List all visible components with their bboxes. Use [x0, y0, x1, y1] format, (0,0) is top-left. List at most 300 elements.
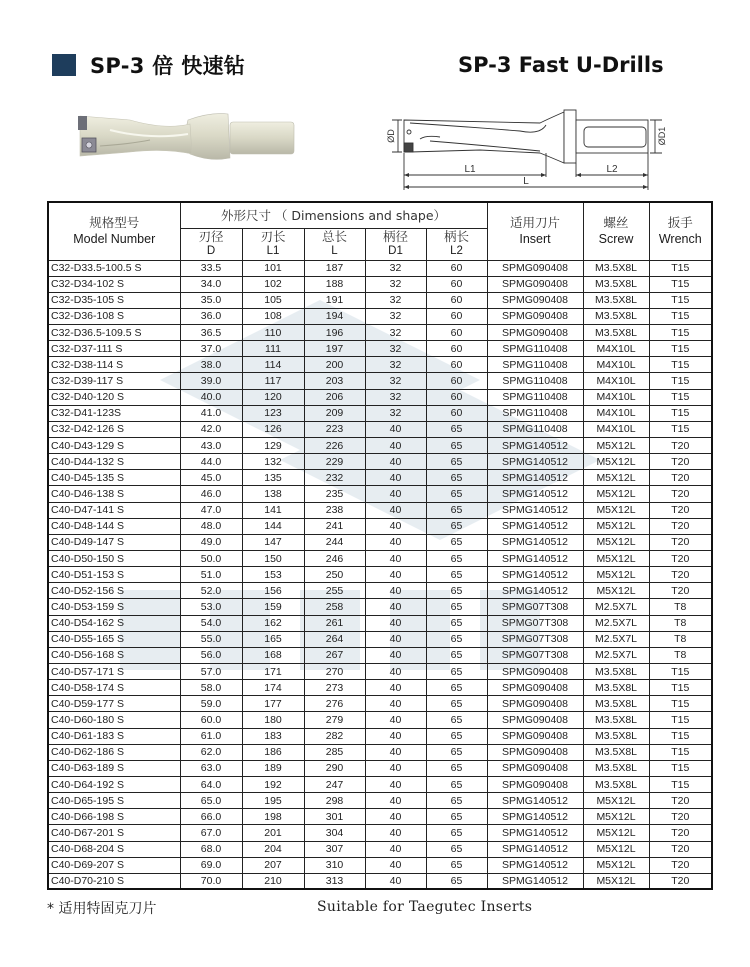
cell-d1: 32 [365, 276, 426, 292]
cell-model: C40-D65-195 S [48, 793, 180, 809]
cell-model: C32-D33.5-100.5 S [48, 260, 180, 276]
table-row [48, 664, 712, 680]
col-header-l-cn: 总长 [321, 229, 347, 244]
cell-d1: 40 [365, 486, 426, 502]
cell-d: 64.0 [180, 777, 242, 793]
cell-d1: 32 [365, 308, 426, 324]
label-l2: L2 [606, 164, 618, 175]
cell-insert: SPMG110408 [487, 405, 583, 421]
cell-l2: 65 [426, 599, 487, 615]
cell-screw: M3.5X8L [583, 276, 649, 292]
cell-l2: 65 [426, 696, 487, 712]
cell-insert: SPMG140512 [487, 470, 583, 486]
cell-wrench: T15 [649, 373, 712, 389]
table-row [48, 551, 712, 567]
cell-insert: SPMG140512 [487, 809, 583, 825]
cell-l2: 65 [426, 647, 487, 663]
cell-l: 273 [304, 680, 365, 696]
cell-insert: SPMG140512 [487, 857, 583, 873]
cell-d1: 32 [365, 389, 426, 405]
cell-l: 188 [304, 276, 365, 292]
cell-l1: 114 [242, 357, 304, 373]
group-header-dimensions [180, 202, 487, 228]
cell-d: 37.0 [180, 341, 242, 357]
cell-d: 45.0 [180, 470, 242, 486]
cell-d1: 40 [365, 712, 426, 728]
cell-l2: 60 [426, 260, 487, 276]
cell-insert: SPMG140512 [487, 486, 583, 502]
cell-screw: M3.5X8L [583, 712, 649, 728]
cell-insert: SPMG140512 [487, 873, 583, 889]
cell-l: 307 [304, 841, 365, 857]
title-accent-square [52, 54, 76, 76]
cell-model: C40-D55-165 S [48, 631, 180, 647]
cell-wrench: T15 [649, 325, 712, 341]
cell-screw: M5X12L [583, 551, 649, 567]
cell-l2: 60 [426, 405, 487, 421]
cell-l: 298 [304, 793, 365, 809]
cell-d1: 40 [365, 744, 426, 760]
cell-d1: 40 [365, 615, 426, 631]
cell-screw: M5X12L [583, 857, 649, 873]
cell-insert: SPMG140512 [487, 841, 583, 857]
cell-l: 229 [304, 454, 365, 470]
cell-d1: 40 [365, 696, 426, 712]
cell-d1: 40 [365, 583, 426, 599]
cell-insert: SPMG090408 [487, 664, 583, 680]
cell-d: 51.0 [180, 567, 242, 583]
cell-l1: 153 [242, 567, 304, 583]
cell-d: 44.0 [180, 454, 242, 470]
cell-l: 191 [304, 292, 365, 308]
cell-screw: M2.5X7L [583, 615, 649, 631]
cell-d1: 40 [365, 664, 426, 680]
cell-screw: M3.5X8L [583, 744, 649, 760]
cell-insert: SPMG140512 [487, 793, 583, 809]
cell-model: C40-D44-132 S [48, 454, 180, 470]
cell-wrench: T20 [649, 502, 712, 518]
cell-d1: 32 [365, 405, 426, 421]
cell-insert: SPMG110408 [487, 389, 583, 405]
cell-screw: M4X10L [583, 405, 649, 421]
cell-l2: 60 [426, 357, 487, 373]
cell-l: 310 [304, 857, 365, 873]
cell-screw: M3.5X8L [583, 680, 649, 696]
cell-l: 194 [304, 308, 365, 324]
col-header-d-cn: 刃径 [198, 229, 224, 244]
cell-l1: 186 [242, 744, 304, 760]
cell-model: C40-D46-138 S [48, 486, 180, 502]
cell-model: C40-D58-174 S [48, 680, 180, 696]
cell-model: C40-D70-210 S [48, 873, 180, 889]
cell-insert: SPMG090408 [487, 712, 583, 728]
cell-d: 39.0 [180, 373, 242, 389]
cell-wrench: T8 [649, 647, 712, 663]
cell-insert: SPMG090408 [487, 325, 583, 341]
col-header-insert [487, 202, 583, 260]
cell-l1: 162 [242, 615, 304, 631]
cell-wrench: T15 [649, 777, 712, 793]
col-header-l1-cn: 刃长 [260, 229, 286, 244]
cell-insert: SPMG140512 [487, 534, 583, 550]
cell-wrench: T8 [649, 615, 712, 631]
cell-wrench: T20 [649, 438, 712, 454]
cell-wrench: T15 [649, 680, 712, 696]
cell-l: 270 [304, 664, 365, 680]
cell-l1: 159 [242, 599, 304, 615]
cell-wrench: T20 [649, 857, 712, 873]
table-row [48, 615, 712, 631]
col-header-l1-en: L1 [266, 245, 280, 257]
cell-insert: SPMG07T308 [487, 647, 583, 663]
col-header-wrench [649, 202, 712, 260]
cell-l: 238 [304, 502, 365, 518]
cell-model: C40-D66-198 S [48, 809, 180, 825]
cell-model: C32-D41-123S [48, 405, 180, 421]
cell-insert: SPMG140512 [487, 438, 583, 454]
cell-model: C40-D51-153 S [48, 567, 180, 583]
cell-model: C40-D50-150 S [48, 551, 180, 567]
cell-model: C40-D64-192 S [48, 777, 180, 793]
cell-l2: 65 [426, 534, 487, 550]
cell-model: C40-D68-204 S [48, 841, 180, 857]
cell-d1: 40 [365, 857, 426, 873]
cell-l: 197 [304, 341, 365, 357]
cell-d: 47.0 [180, 502, 242, 518]
cell-screw: M4X10L [583, 341, 649, 357]
cell-l: 223 [304, 421, 365, 437]
cell-d: 65.0 [180, 793, 242, 809]
cell-l: 226 [304, 438, 365, 454]
group-header-text: 外形尺寸 （ Dimensions and shape） [220, 208, 447, 224]
col-header-model-en: Model Number [73, 232, 156, 247]
cell-l2: 65 [426, 857, 487, 873]
table-row [48, 631, 712, 647]
table-row [48, 777, 712, 793]
cell-l: 232 [304, 470, 365, 486]
cell-d1: 40 [365, 728, 426, 744]
cell-l: 285 [304, 744, 365, 760]
col-header-wrench-cn: 扳手 [667, 215, 693, 231]
cell-d: 36.0 [180, 308, 242, 324]
cell-screw: M5X12L [583, 567, 649, 583]
cell-l1: 165 [242, 631, 304, 647]
cell-d1: 40 [365, 470, 426, 486]
cell-d1: 40 [365, 454, 426, 470]
cell-model: C40-D48-144 S [48, 518, 180, 534]
cell-l2: 65 [426, 615, 487, 631]
col-header-l [304, 228, 365, 260]
cell-l: 279 [304, 712, 365, 728]
cell-insert: SPMG090408 [487, 260, 583, 276]
cell-insert: SPMG07T308 [487, 615, 583, 631]
cell-d: 67.0 [180, 825, 242, 841]
cell-l2: 65 [426, 438, 487, 454]
cell-l2: 65 [426, 744, 487, 760]
col-header-model [48, 202, 180, 260]
cell-d1: 40 [365, 502, 426, 518]
cell-d1: 40 [365, 438, 426, 454]
cell-l: 196 [304, 325, 365, 341]
cell-screw: M5X12L [583, 502, 649, 518]
cell-model: C40-D67-201 S [48, 825, 180, 841]
cell-wrench: T20 [649, 486, 712, 502]
cell-l2: 60 [426, 341, 487, 357]
cell-insert: SPMG090408 [487, 308, 583, 324]
cell-d1: 32 [365, 373, 426, 389]
cell-screw: M5X12L [583, 583, 649, 599]
table-row [48, 389, 712, 405]
cell-insert: SPMG140512 [487, 583, 583, 599]
cell-l: 304 [304, 825, 365, 841]
cell-d: 43.0 [180, 438, 242, 454]
cell-l: 187 [304, 260, 365, 276]
cell-l2: 65 [426, 841, 487, 857]
cell-d: 66.0 [180, 809, 242, 825]
cell-d: 49.0 [180, 534, 242, 550]
cell-d1: 32 [365, 357, 426, 373]
cell-l: 258 [304, 599, 365, 615]
cell-screw: M2.5X7L [583, 631, 649, 647]
cell-d: 48.0 [180, 518, 242, 534]
cell-l2: 65 [426, 873, 487, 889]
cell-d: 55.0 [180, 631, 242, 647]
cell-l1: 129 [242, 438, 304, 454]
spec-table [47, 201, 713, 890]
cell-insert: SPMG090408 [487, 777, 583, 793]
cell-l1: 110 [242, 325, 304, 341]
table-row [48, 502, 712, 518]
cell-model: C40-D52-156 S [48, 583, 180, 599]
cell-insert: SPMG140512 [487, 825, 583, 841]
cell-wrench: T15 [649, 664, 712, 680]
cell-model: C32-D42-126 S [48, 421, 180, 437]
cell-l2: 60 [426, 276, 487, 292]
cell-d1: 40 [365, 760, 426, 776]
cell-d: 68.0 [180, 841, 242, 857]
cell-l: 290 [304, 760, 365, 776]
cell-wrench: T20 [649, 470, 712, 486]
cell-screw: M3.5X8L [583, 664, 649, 680]
table-row [48, 405, 712, 421]
col-header-d1 [365, 228, 426, 260]
cell-model: C32-D34-102 S [48, 276, 180, 292]
footnote-en: Suitable for Taegutec Inserts [317, 899, 533, 915]
cell-d: 35.0 [180, 292, 242, 308]
cell-l: 250 [304, 567, 365, 583]
cell-wrench: T15 [649, 421, 712, 437]
cell-l2: 65 [426, 583, 487, 599]
cell-d: 42.0 [180, 421, 242, 437]
cell-l1: 120 [242, 389, 304, 405]
cell-l1: 177 [242, 696, 304, 712]
cell-wrench: T20 [649, 873, 712, 889]
cell-wrench: T20 [649, 454, 712, 470]
cell-l2: 60 [426, 389, 487, 405]
cell-model: C40-D54-162 S [48, 615, 180, 631]
col-header-wrench-en: Wrench [658, 232, 702, 247]
cell-l1: 198 [242, 809, 304, 825]
cell-l1: 132 [242, 454, 304, 470]
cell-l1: 101 [242, 260, 304, 276]
label-d: ØD [386, 129, 396, 143]
label-l: L [523, 176, 529, 187]
cell-wrench: T20 [649, 518, 712, 534]
cell-l: 267 [304, 647, 365, 663]
label-d1: ØD1 [657, 126, 667, 146]
cell-screw: M4X10L [583, 389, 649, 405]
cell-model: C40-D49-147 S [48, 534, 180, 550]
table-row [48, 857, 712, 873]
cell-d: 41.0 [180, 405, 242, 421]
cell-screw: M3.5X8L [583, 325, 649, 341]
cell-l: 264 [304, 631, 365, 647]
cell-wrench: T20 [649, 809, 712, 825]
cell-insert: SPMG07T308 [487, 631, 583, 647]
cell-l: 276 [304, 696, 365, 712]
cell-wrench: T8 [649, 599, 712, 615]
cell-wrench: T15 [649, 357, 712, 373]
cell-wrench: T15 [649, 276, 712, 292]
cell-l1: 192 [242, 777, 304, 793]
cell-insert: SPMG090408 [487, 696, 583, 712]
cell-d1: 32 [365, 325, 426, 341]
cell-model: C32-D39-117 S [48, 373, 180, 389]
cell-screw: M2.5X7L [583, 647, 649, 663]
drill-schematic [370, 105, 700, 195]
cell-model: C32-D35-105 S [48, 292, 180, 308]
cell-l2: 65 [426, 664, 487, 680]
cell-d1: 40 [365, 567, 426, 583]
cell-insert: SPMG07T308 [487, 599, 583, 615]
cell-l1: 123 [242, 405, 304, 421]
cell-l: 255 [304, 583, 365, 599]
cell-d1: 32 [365, 292, 426, 308]
cell-screw: M5X12L [583, 470, 649, 486]
cell-wrench: T20 [649, 567, 712, 583]
cell-l: 244 [304, 534, 365, 550]
cell-wrench: T8 [649, 631, 712, 647]
col-header-insert-en: Insert [519, 232, 551, 247]
cell-screw: M3.5X8L [583, 292, 649, 308]
cell-model: C40-D63-189 S [48, 760, 180, 776]
cell-insert: SPMG090408 [487, 276, 583, 292]
table-row [48, 744, 712, 760]
cell-insert: SPMG140512 [487, 454, 583, 470]
cell-model: C40-D57-171 S [48, 664, 180, 680]
cell-screw: M5X12L [583, 486, 649, 502]
cell-l: 241 [304, 518, 365, 534]
cell-model: C40-D43-129 S [48, 438, 180, 454]
cell-wrench: T15 [649, 292, 712, 308]
cell-d: 62.0 [180, 744, 242, 760]
cell-wrench: T20 [649, 534, 712, 550]
cell-l2: 65 [426, 760, 487, 776]
col-header-screw-en: Screw [598, 232, 634, 247]
cell-d: 46.0 [180, 486, 242, 502]
table-row [48, 599, 712, 615]
cell-d1: 40 [365, 777, 426, 793]
cell-l1: 147 [242, 534, 304, 550]
cell-wrench: T15 [649, 728, 712, 744]
cell-wrench: T20 [649, 825, 712, 841]
table-row [48, 825, 712, 841]
table-row [48, 873, 712, 889]
table-row [48, 534, 712, 550]
col-header-l2-en: L2 [450, 245, 463, 257]
cell-l2: 65 [426, 793, 487, 809]
cell-l: 261 [304, 615, 365, 631]
cell-d1: 32 [365, 341, 426, 357]
cell-d: 52.0 [180, 583, 242, 599]
cell-wrench: T15 [649, 389, 712, 405]
cell-insert: SPMG090408 [487, 680, 583, 696]
cell-wrench: T20 [649, 583, 712, 599]
cell-d1: 32 [365, 260, 426, 276]
cell-screw: M3.5X8L [583, 760, 649, 776]
cell-l2: 65 [426, 712, 487, 728]
cell-l1: 171 [242, 664, 304, 680]
cell-screw: M5X12L [583, 534, 649, 550]
cell-screw: M4X10L [583, 373, 649, 389]
cell-d1: 40 [365, 793, 426, 809]
cell-l: 200 [304, 357, 365, 373]
cell-screw: M4X10L [583, 421, 649, 437]
cell-l1: 105 [242, 292, 304, 308]
cell-model: C40-D59-177 S [48, 696, 180, 712]
cell-l1: 138 [242, 486, 304, 502]
table-row [48, 518, 712, 534]
cell-screw: M5X12L [583, 793, 649, 809]
cell-d1: 40 [365, 631, 426, 647]
cell-model: C40-D45-135 S [48, 470, 180, 486]
cell-insert: SPMG090408 [487, 292, 583, 308]
cell-l1: 156 [242, 583, 304, 599]
cell-d1: 40 [365, 421, 426, 437]
cell-d: 70.0 [180, 873, 242, 889]
cell-l2: 65 [426, 486, 487, 502]
table-row [48, 454, 712, 470]
cell-l1: 168 [242, 647, 304, 663]
cell-l1: 207 [242, 857, 304, 873]
cell-insert: SPMG140512 [487, 502, 583, 518]
col-header-insert-cn: 适用刀片 [509, 215, 560, 231]
title-cn: SP-3 倍 快速钻 [90, 54, 246, 78]
cell-l1: 195 [242, 793, 304, 809]
cell-d: 61.0 [180, 728, 242, 744]
table-row [48, 308, 712, 324]
cell-d1: 40 [365, 534, 426, 550]
col-header-d-en: D [206, 245, 216, 257]
table-row [48, 470, 712, 486]
cell-model: C32-D40-120 S [48, 389, 180, 405]
cell-l1: 201 [242, 825, 304, 841]
cell-wrench: T15 [649, 308, 712, 324]
cell-screw: M5X12L [583, 454, 649, 470]
table-row [48, 809, 712, 825]
col-header-l2-cn: 柄长 [443, 229, 469, 244]
cell-d: 34.0 [180, 276, 242, 292]
cell-model: C40-D47-141 S [48, 502, 180, 518]
cell-l1: 204 [242, 841, 304, 857]
spec-table-body [48, 260, 712, 889]
col-header-l1 [242, 228, 304, 260]
cell-l2: 65 [426, 502, 487, 518]
cell-screw: M5X12L [583, 809, 649, 825]
cell-model: C40-D69-207 S [48, 857, 180, 873]
table-row [48, 696, 712, 712]
cell-l2: 65 [426, 518, 487, 534]
